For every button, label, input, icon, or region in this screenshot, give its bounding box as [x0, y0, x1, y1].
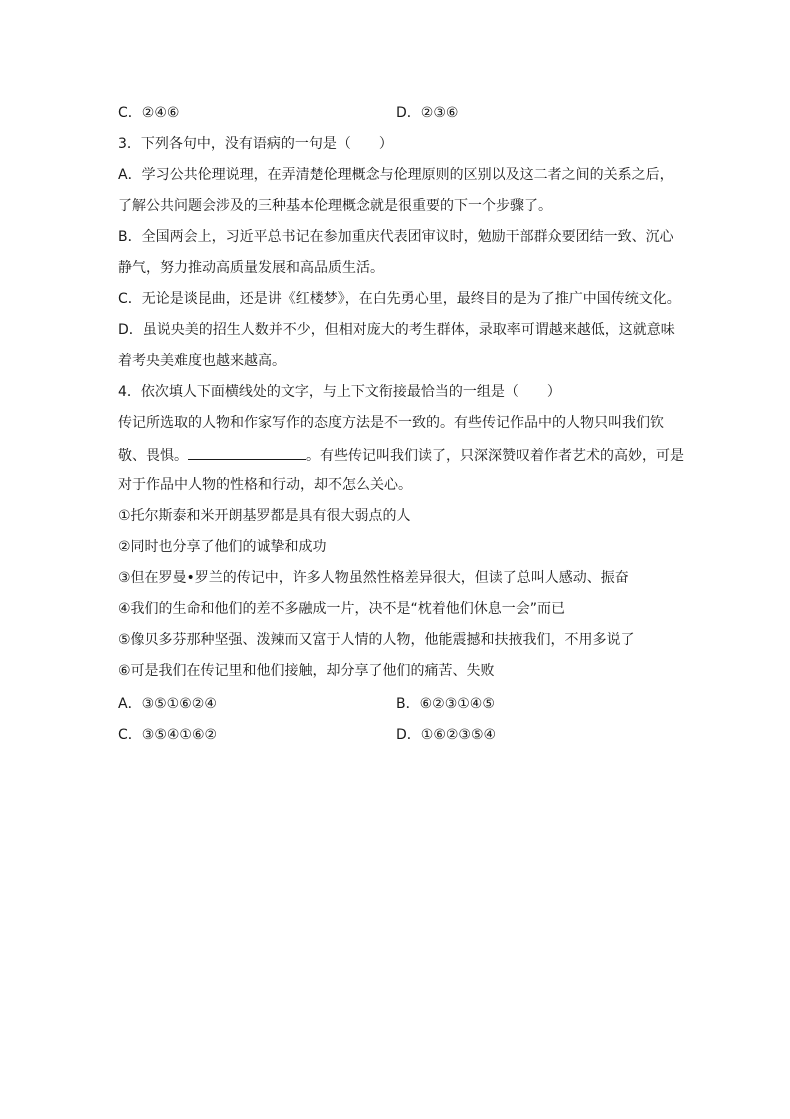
q4-passage-line1: 传记所选取的人物和作家写作的态度方法是不一致的。有些传记作品中的人物只叫我们钦 — [118, 415, 664, 431]
q4-option-d[interactable]: D．①⑥②③⑤④ — [396, 727, 497, 743]
q4-item-3: ③但在罗曼•罗兰的传记中，许多人物虽然性格差异很大，但读了总叫人感动、振奋 — [118, 570, 629, 586]
q3-option-c-line1[interactable]: C．无论是谈昆曲，还是讲《红楼梦》，在白先勇心里，最终目的是为了推广中国传统文化。 — [118, 291, 681, 307]
q4-item-1: ①托尔斯泰和米开朗基罗都是具有很大弱点的人 — [118, 508, 411, 524]
q2-option-c[interactable]: C．②④⑥ — [118, 105, 180, 121]
q3-option-d-line2: 着考央美难度也越来越高。 — [118, 353, 286, 369]
q4-option-a[interactable]: A．③⑤①⑥②④ — [118, 696, 217, 712]
q3-option-a-line2: 了解公共问题会涉及的三种基本伦理概念就是很重要的下一个步骤了。 — [118, 198, 552, 214]
q2-option-d[interactable]: D．②③⑥ — [396, 105, 459, 121]
q4-item-4: ④我们的生命和他们的差不多融成一片，决不是“枕着他们休息一会”而已 — [118, 601, 566, 617]
q4-item-2: ②同时也分享了他们的诚挚和成功 — [118, 539, 327, 555]
q4-item-5: ⑤像贝多芬那种坚强、泼辣而又富于人情的人物，他能震撼和扶掖我们，不用多说了 — [118, 632, 635, 648]
q4-passage-line2 — [118, 445, 684, 465]
q3-option-d-line1[interactable]: D．虽说央美的招生人数并不少，但相对庞大的考生群体，录取率可谓越来越低，这就意味 — [118, 322, 675, 338]
q4-stem: 4．依次填人下面横线处的文字，与上下文衔接最恰当的一组是（ ） — [118, 384, 561, 400]
q3-option-b-line2: 静气，努力推动高质量发展和高品质生活。 — [118, 260, 384, 276]
q4-option-c[interactable]: C．③⑤④①⑥② — [118, 727, 218, 743]
q3-option-a-line1[interactable]: A．学习公共伦理说理，在弄清楚伦理概念与伦理原则的区别以及这二者之间的关系之后， — [118, 167, 674, 183]
q4-option-b[interactable]: B．⑥②③①④⑤ — [396, 696, 495, 712]
q4-item-6: ⑥可是我们在传记里和他们接触，却分享了他们的痛苦、失败 — [118, 663, 495, 679]
q4-passage-after-blank: 。有些传记叫我们读了，只深深赞叹着作者艺术的高妙，可是 — [306, 448, 684, 464]
q4-passage-before-blank: 敬、畏惧。 — [118, 448, 188, 464]
q4-passage-line3: 对于作品中人物的性格和行动，却不怎么关心。 — [118, 477, 412, 493]
q4-fill-blank — [188, 445, 306, 460]
q3-option-b-line1[interactable]: B．全国两会上，习近平总书记在参加重庆代表团审议时，勉励干部群众要团结一致、沉心 — [118, 229, 674, 245]
q3-stem: 3．下列各句中，没有语病的一句是（ ） — [118, 136, 393, 152]
